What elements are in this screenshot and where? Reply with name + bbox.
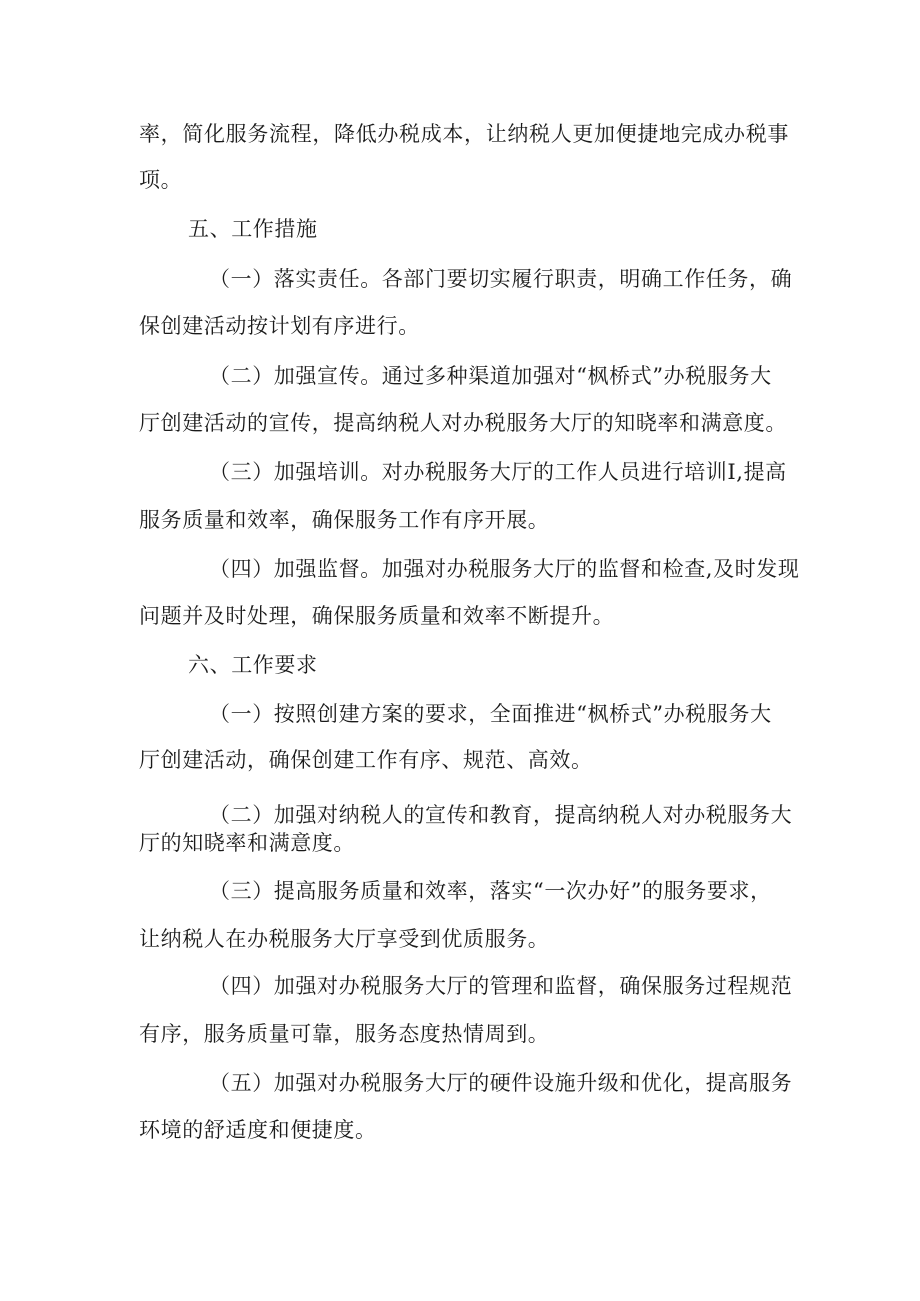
paragraph-line: （四）加强对办税服务大厅的管理和监督，确保服务过程规范	[209, 974, 793, 998]
paragraph-line: （一）落实责任。各部门要切实履行职责，明确工作任务，确	[209, 267, 793, 291]
paragraph-line: 问题并及时处理，确保服务质量和效率不断提升。	[139, 604, 615, 628]
paragraph-line: 服务质量和效率，确保服务工作有序开展。	[139, 508, 550, 532]
paragraph-line: 厅的知晓率和满意度。	[139, 831, 355, 855]
paragraph-line: （三）加强培训。对办税服务大厅的工作人员进行培训Ⅰ,提高	[209, 460, 787, 484]
paragraph-line: 保创建活动按计划有序进行。	[139, 314, 420, 338]
paragraph-line: 率，简化服务流程，降低办税成本，让纳税人更加便捷地完成办税事	[139, 122, 789, 146]
paragraph-line: 厅创建活动，确保创建工作有序、规范、高效。	[139, 748, 593, 772]
paragraph-line: 让纳税人在办税服务大厅享受到优质服务。	[139, 927, 550, 951]
section-heading-measures: 五、工作措施	[188, 217, 318, 241]
paragraph-line: 有序，服务质量可靠，服务态度热情周到。	[139, 1022, 550, 1046]
paragraph-line: （三）提高服务质量和效率，落实“一次办好”的服务要求，	[209, 879, 772, 903]
paragraph-line: 厅创建活动的宣传，提高纳税人对办税服务大厅的知晓率和满意度。	[139, 411, 787, 435]
paragraph-line: 项。	[139, 168, 183, 192]
paragraph-line: （四）加强监督。加强对办税服务大厅的监督和检查,及时发现	[209, 557, 800, 581]
paragraph-line: （五）加强对办税服务大厅的硬件设施升级和优化，提高服务	[209, 1071, 793, 1095]
paragraph-line: （二）加强宣传。通过多种渠道加强对“枫桥式”办税服务大	[209, 364, 772, 388]
paragraph-line: （二）加强对纳税人的宣传和教育，提高纳税人对办税服务大	[209, 803, 793, 827]
paragraph-line: （一）按照创建方案的要求，全面推进“枫桥式”办税服务大	[209, 702, 772, 726]
paragraph-line: 环境的舒适度和便捷度。	[139, 1118, 377, 1142]
section-heading-requirements: 六、工作要求	[188, 653, 318, 677]
